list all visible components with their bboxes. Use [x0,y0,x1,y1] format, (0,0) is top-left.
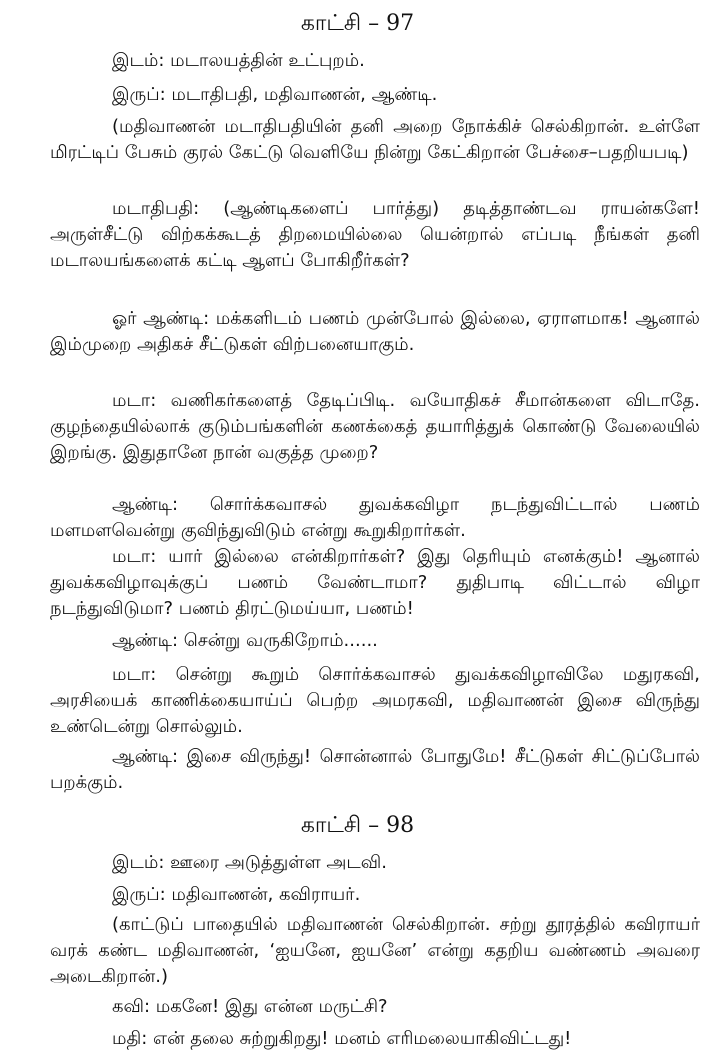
scene-98-characters: இருப்: மதிவாணன், கவிராயர். [112,884,361,905]
scene-98-stage-direction: (காட்டுப் பாதையில் மதிவாணன் செல்கிறான். சற்று தூரத்தில் கவிராயர் வரக் கண்ட மதிவாணன், ‘ஐயனே, ஐயனே’ என்று கதறிய வண்ணம் அவரை அடைகிறான்.) [50,914,700,987]
dialogue-andi-4: ஆண்டி: இசை விருந்து! சொன்னால் போதுமே! சீட்டுகள் சிட்டுப்போல் பறக்கும். [50,746,700,793]
dialogue-mathi-1: மதி: என் தலை சுற்றுகிறது! மனம் எரிமலையாகிவிட்டது! [112,1028,572,1049]
scene-97-characters: இருப்: மடாதிபதி, மதிவாணன், ஆண்டி. [112,84,438,105]
dialogue-madathipathi-1: மடாதிபதி: (ஆண்டிகளைப் பார்த்து) தடித்தாண்டவ ராயன்களே! அருள்சீட்டு விற்கக்கூடத் திறமையில்லை யென்றால் எப்படி நீங்கள் தனி மடாலயங்களைக் கட்டி ஆளப் போகிறீர்கள்? [50,198,700,271]
dialogue-andi-1: ஓர் ஆண்டி: மக்களிடம் பணம் முன்போல் இல்லை, ஏராளமாக! ஆனால் இம்முறை அதிகச் சீட்டுகள் விற்பனையாகும். [50,308,700,355]
dialogue-mada-2: மடா: யார் இல்லை என்கிறார்கள்? இது தெரியும் எனக்கும்! ஆனால் துவக்கவிழாவுக்குப் பணம் வேண்டாமா? துதிபாடி விட்டால் விழா நடந்துவிடுமா? பணம் திரட்டுமய்யா, பணம்! [50,546,700,619]
scene-97-place: இடம்: மடாலயத்தின் உட்புறம். [112,50,365,71]
dialogue-mada-1: மடா: வணிகர்களைத் தேடிப்பிடி. வயோதிகச் சீமான்களை விடாதே. குழந்தையில்லாக் குடும்பங்களின் கணக்கைத் தயாரித்துக் கொண்டு வேலையில் இறங்கு. இதுதானே நான் வகுத்த முறை? [50,390,700,463]
dialogue-andi-2: ஆண்டி: சொர்க்கவாசல் துவக்கவிழா நடந்துவிட்டால் பணம் மளமளவென்று குவிந்துவிடும் என்று கூறுகிறார்கள். [50,494,700,541]
scene-98-heading: காட்சி – 98 [300,813,415,838]
dialogue-andi-3: ஆண்டி: சென்று வருகிறோம்...... [112,630,378,651]
scene-98-place: இடம்: ஊரை அடுத்துள்ள அடவி. [112,852,387,873]
dialogue-mada-3: மடா: சென்று கூறும் சொர்க்கவாசல் துவக்கவிழாவிலே மதுரகவி, அரசியைக் காணிக்கையாய்ப் பெற்ற அமரகவி, மதிவாணன் இசை விருந்து உண்டென்று சொல்லும். [50,664,700,737]
scene-97-heading: காட்சி – 97 [300,11,415,36]
scene-97-stage-direction: (மதிவாணன் மடாதிபதியின் தனி அறை நோக்கிச் செல்கிறான். உள்ளே மிரட்டிப் பேசும் குரல் கேட்டு வெளியே நின்று கேட்கிறான் பேச்சை–பதறியபடி) [50,116,700,163]
dialogue-kavi-1: கவி: மகனே! இது என்ன மருட்சி? [112,996,388,1017]
